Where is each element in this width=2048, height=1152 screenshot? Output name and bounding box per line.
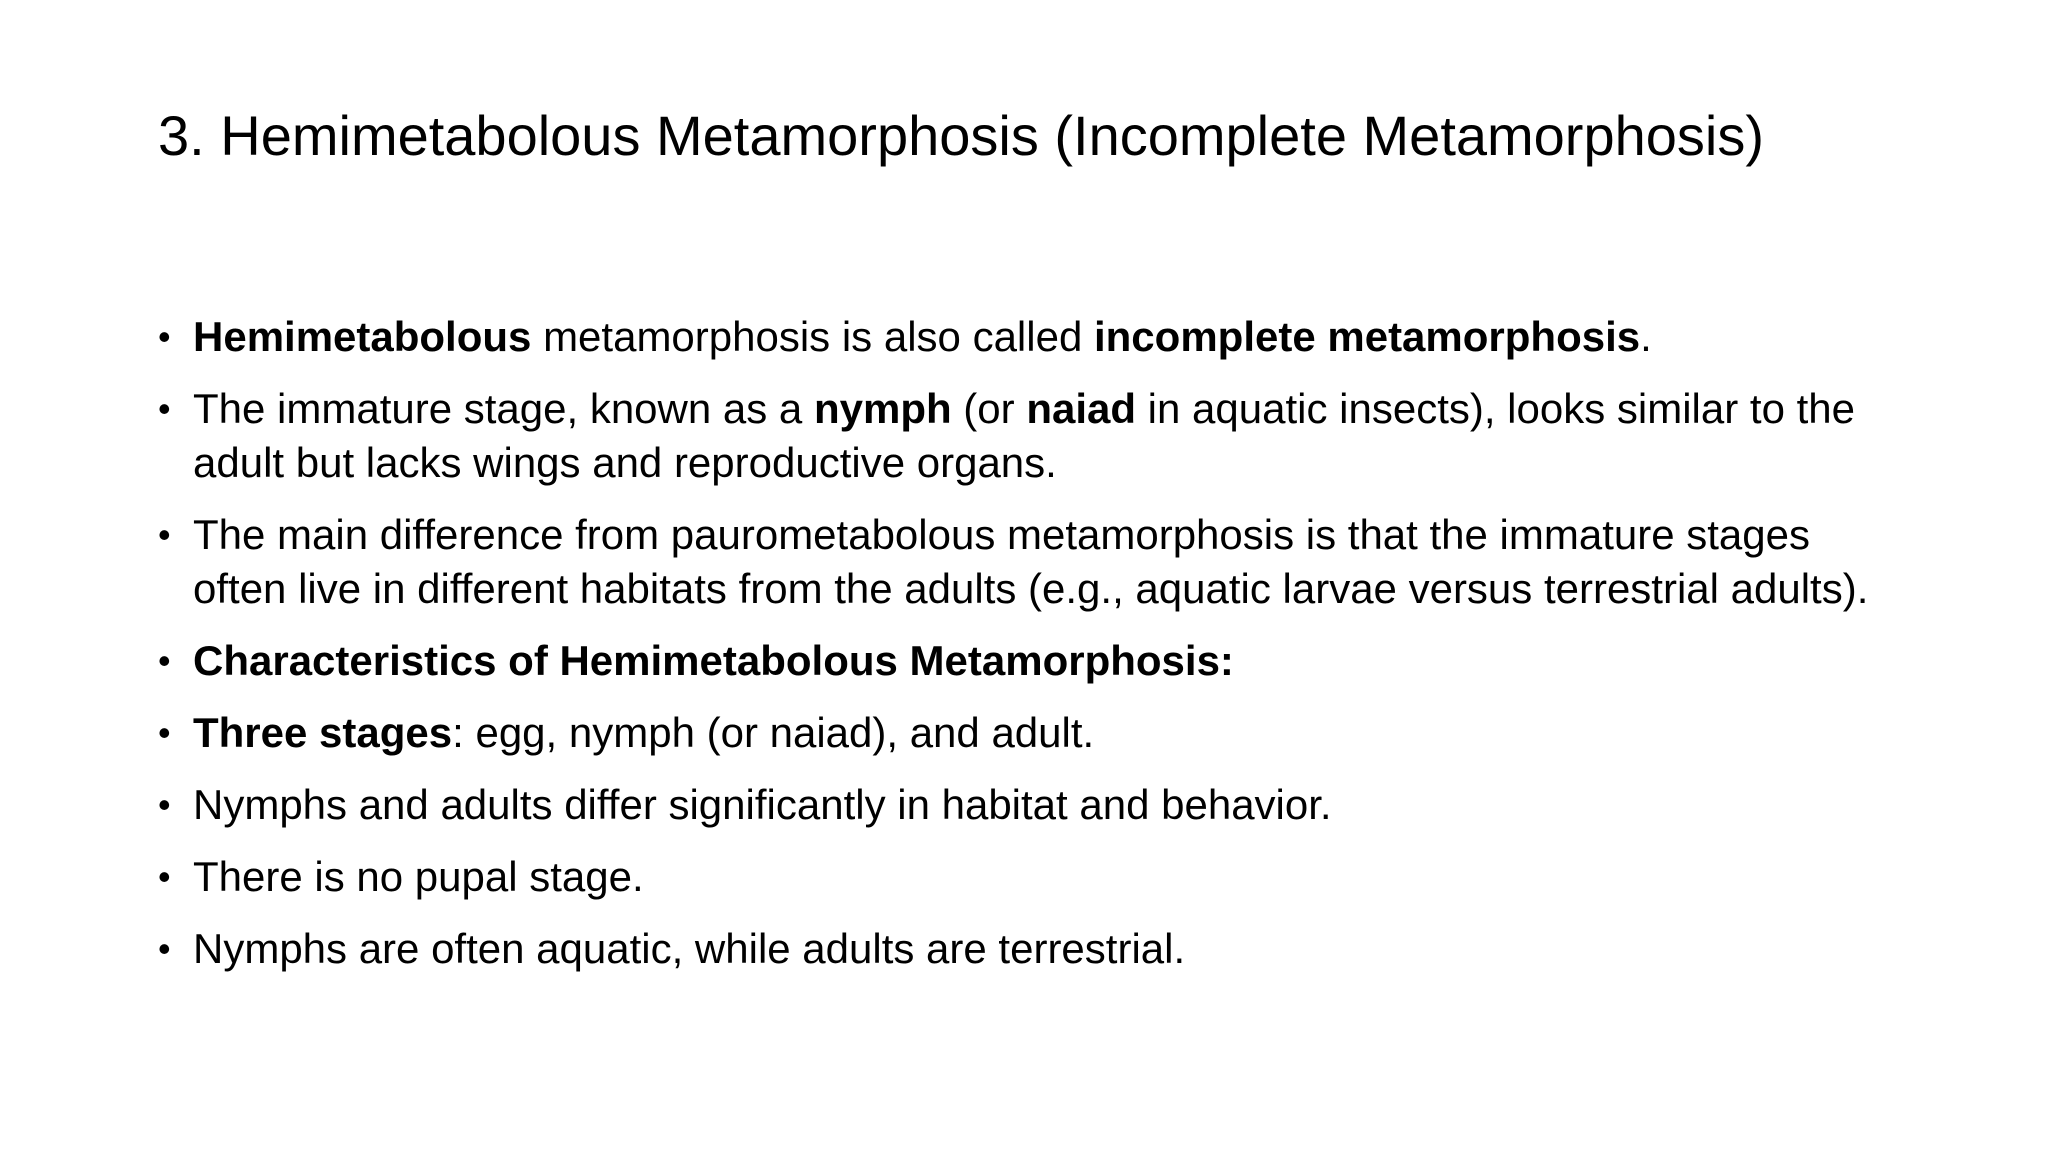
text-segment: in aquatic insects), looks similar to the adult but lacks wings and reproductive organs. xyxy=(193,385,1855,486)
bullet-text xyxy=(193,853,644,900)
text-segment-bold: Hemimetabolous xyxy=(193,313,532,360)
text-segment: (or xyxy=(951,385,1027,432)
text-segment: The main difference from paurometabolous metamorphosis is that the immature stages often live in different habitats from the adults (e.g., aquatic larvae versus terrestrial adults). xyxy=(193,511,1869,612)
bullet-dot: • xyxy=(158,928,171,969)
bullet-item xyxy=(150,778,1910,832)
bullet-item xyxy=(150,382,1910,490)
bullet-dot: • xyxy=(158,316,171,357)
bullet-text xyxy=(193,637,1234,684)
bullet-text xyxy=(193,781,1332,828)
text-segment: metamorphosis is also called xyxy=(531,313,1094,360)
bullet-text xyxy=(193,709,1094,756)
bullet-item xyxy=(150,706,1910,760)
text-segment: . xyxy=(1640,313,1652,360)
bullet-item xyxy=(150,310,1910,364)
bullet-text xyxy=(193,385,1855,486)
text-segment: There is no pupal stage. xyxy=(193,853,644,900)
text-segment-bold: Three stages xyxy=(193,709,453,756)
bullet-text xyxy=(193,511,1868,612)
bullet-dot: • xyxy=(158,640,171,681)
bullet-dot: • xyxy=(158,856,171,897)
bullet-item xyxy=(150,508,1910,616)
text-segment: : egg, nymph (or naiad), and adult. xyxy=(452,709,1095,756)
bullet-dot: • xyxy=(158,388,171,429)
bullet-text xyxy=(193,313,1652,360)
text-segment-bold: naiad xyxy=(1026,385,1137,432)
bullet-dot: • xyxy=(158,784,171,825)
bullet-item xyxy=(150,922,1910,976)
slide-title: 3. Hemimetabolous Metamorphosis (Incomplete Metamorphosis) xyxy=(158,104,1764,167)
text-segment: The immature stage, known as a xyxy=(193,385,814,432)
bullet-dot: • xyxy=(158,712,171,753)
bullet-text xyxy=(193,925,1185,972)
text-segment-bold: nymph xyxy=(813,385,952,432)
bullet-list xyxy=(150,310,1910,994)
text-segment-bold: incomplete metamorphosis xyxy=(1093,313,1641,360)
text-segment-bold: Characteristics of Hemimetabolous Metamorphosis: xyxy=(193,637,1234,684)
text-segment: Nymphs and adults differ significantly in habitat and behavior. xyxy=(193,781,1332,828)
bullet-dot: • xyxy=(158,514,171,555)
text-segment: Nymphs are often aquatic, while adults are terrestrial. xyxy=(193,925,1186,972)
bullet-item xyxy=(150,634,1910,688)
bullet-item xyxy=(150,850,1910,904)
